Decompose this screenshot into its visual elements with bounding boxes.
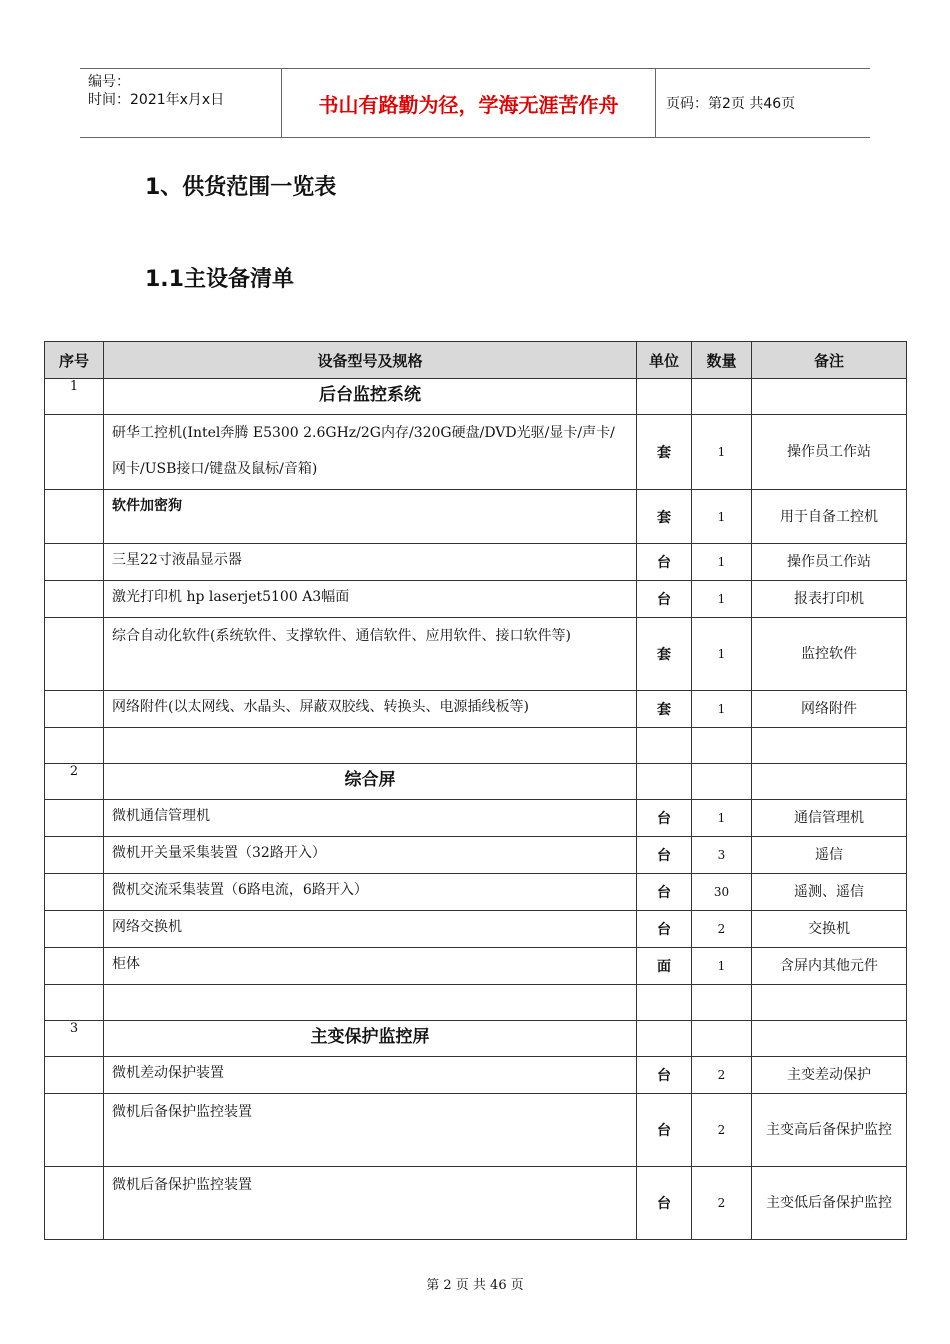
cell-note — [752, 764, 907, 800]
cell-spec: 微机通信管理机 — [104, 800, 637, 837]
cell-no: 1 — [45, 379, 104, 415]
cell-spec: 网络交换机 — [104, 911, 637, 948]
cell-unit: 台 — [637, 800, 692, 837]
cell-unit — [637, 1021, 692, 1057]
cell-unit: 台 — [637, 911, 692, 948]
table-row — [45, 1167, 907, 1240]
cell-note — [752, 379, 907, 415]
col-header-note: 备注 — [752, 342, 907, 379]
cell-unit: 套 — [637, 490, 692, 544]
table-row — [45, 728, 907, 764]
col-header-spec: 设备型号及规格 — [104, 342, 637, 379]
section-row — [45, 379, 907, 415]
cell-unit: 台 — [637, 874, 692, 911]
cell-unit: 面 — [637, 948, 692, 985]
table-row — [45, 1057, 907, 1094]
cell-no — [45, 728, 104, 764]
cell-qty: 2 — [692, 1094, 752, 1167]
cell-note — [752, 728, 907, 764]
cell-note: 主变高后备保护监控 — [752, 1094, 907, 1167]
cell-note: 主变差动保护 — [752, 1057, 907, 1094]
cell-unit — [637, 379, 692, 415]
table-row — [45, 490, 907, 544]
cell-qty: 2 — [692, 911, 752, 948]
cell-unit: 台 — [637, 837, 692, 874]
table-row — [45, 800, 907, 837]
cell-spec: 网络附件(以太网线、水晶头、屏蔽双胶线、转换头、电源插线板等) — [104, 691, 637, 728]
cell-note: 用于自备工控机 — [752, 490, 907, 544]
cell-note: 操作员工作站 — [752, 544, 907, 581]
col-header-no: 序号 — [45, 342, 104, 379]
cell-spec: 微机后备保护监控装置 — [104, 1094, 637, 1167]
page-footer: 第 2 页 共 46 页 — [426, 1278, 524, 1293]
cell-note: 监控软件 — [752, 618, 907, 691]
cell-no — [45, 948, 104, 985]
cell-no — [45, 691, 104, 728]
cell-note — [752, 1021, 907, 1057]
cell-spec: 微机后备保护监控装置 — [104, 1167, 637, 1240]
cell-qty — [692, 1021, 752, 1057]
cell-qty: 30 — [692, 874, 752, 911]
cell-qty: 2 — [692, 1167, 752, 1240]
subsection-heading: 1.1主设备清单 — [145, 267, 294, 292]
cell-no: 2 — [45, 764, 104, 800]
cell-no — [45, 618, 104, 691]
col-header-qty: 数量 — [692, 342, 752, 379]
cell-note: 交换机 — [752, 911, 907, 948]
cell-qty: 1 — [692, 948, 752, 985]
cell-note: 报表打印机 — [752, 581, 907, 618]
section-row — [45, 764, 907, 800]
header-meta — [80, 69, 282, 137]
cell-no — [45, 544, 104, 581]
section-row — [45, 1021, 907, 1057]
table-header-row — [45, 342, 907, 379]
cell-note: 网络附件 — [752, 691, 907, 728]
header-motto: 书山有路勤为径，学海无涯苦作舟 — [282, 69, 656, 137]
cell-no — [45, 837, 104, 874]
cell-note: 遥测、遥信 — [752, 874, 907, 911]
equipment-table — [44, 341, 907, 1240]
cell-qty — [692, 985, 752, 1021]
cell-qty — [692, 728, 752, 764]
table-row — [45, 415, 907, 490]
table-row — [45, 544, 907, 581]
page-header — [80, 68, 870, 138]
cell-unit: 台 — [637, 544, 692, 581]
cell-spec: 柜体 — [104, 948, 637, 985]
cell-no — [45, 490, 104, 544]
table-row — [45, 948, 907, 985]
cell-no — [45, 800, 104, 837]
table-row — [45, 985, 907, 1021]
cell-note: 含屏内其他元件 — [752, 948, 907, 985]
cell-qty: 3 — [692, 837, 752, 874]
cell-no: 3 — [45, 1021, 104, 1057]
cell-spec: 研华工控机(Intel奔腾 E5300 2.6GHz/2G内存/320G硬盘/DVD光驱/显卡/声卡/网卡/USB接口/键盘及鼠标/音箱) — [104, 415, 637, 490]
cell-qty: 2 — [692, 1057, 752, 1094]
cell-no — [45, 415, 104, 490]
cell-qty: 1 — [692, 544, 752, 581]
cell-unit: 套 — [637, 691, 692, 728]
cell-spec — [104, 985, 637, 1021]
cell-unit — [637, 728, 692, 764]
cell-unit: 台 — [637, 581, 692, 618]
code-label: 编号： — [88, 74, 130, 90]
cell-unit: 台 — [637, 1167, 692, 1240]
cell-note: 主变低后备保护监控 — [752, 1167, 907, 1240]
table-row — [45, 874, 907, 911]
section-heading: 1、供货范围一览表 — [145, 175, 337, 200]
cell-unit: 套 — [637, 618, 692, 691]
cell-qty: 1 — [692, 800, 752, 837]
cell-spec: 微机差动保护装置 — [104, 1057, 637, 1094]
cell-qty: 1 — [692, 415, 752, 490]
table-row — [45, 691, 907, 728]
cell-note: 遥信 — [752, 837, 907, 874]
cell-unit: 台 — [637, 1057, 692, 1094]
cell-no — [45, 1057, 104, 1094]
cell-unit: 台 — [637, 1094, 692, 1167]
header-page-info: 页码：第2页 共46页 — [666, 96, 796, 112]
table-row — [45, 837, 907, 874]
cell-qty: 1 — [692, 618, 752, 691]
cell-no — [45, 1094, 104, 1167]
cell-qty: 1 — [692, 490, 752, 544]
cell-note — [752, 985, 907, 1021]
cell-qty — [692, 379, 752, 415]
cell-no — [45, 1167, 104, 1240]
cell-spec: 软件加密狗 — [104, 490, 637, 544]
time-label: 时间：2021年x月x日 — [88, 92, 225, 108]
table-body — [45, 379, 907, 1240]
table-row — [45, 1094, 907, 1167]
cell-qty: 1 — [692, 581, 752, 618]
cell-unit — [637, 764, 692, 800]
cell-unit: 套 — [637, 415, 692, 490]
cell-spec: 后台监控系统 — [104, 379, 637, 415]
cell-no — [45, 581, 104, 618]
cell-no — [45, 874, 104, 911]
table-row — [45, 618, 907, 691]
cell-spec: 激光打印机 hp laserjet5100 A3幅面 — [104, 581, 637, 618]
cell-spec: 三星22寸液晶显示器 — [104, 544, 637, 581]
cell-no — [45, 985, 104, 1021]
cell-note: 操作员工作站 — [752, 415, 907, 490]
cell-unit — [637, 985, 692, 1021]
cell-spec: 主变保护监控屏 — [104, 1021, 637, 1057]
cell-spec: 微机交流采集装置（6路电流，6路开入） — [104, 874, 637, 911]
col-header-unit: 单位 — [637, 342, 692, 379]
cell-spec: 综合自动化软件(系统软件、支撑软件、通信软件、应用软件、接口软件等) — [104, 618, 637, 691]
table-row — [45, 911, 907, 948]
cell-spec — [104, 728, 637, 764]
cell-note: 通信管理机 — [752, 800, 907, 837]
cell-qty — [692, 764, 752, 800]
cell-qty: 1 — [692, 691, 752, 728]
cell-spec: 综合屏 — [104, 764, 637, 800]
cell-spec: 微机开关量采集装置（32路开入） — [104, 837, 637, 874]
table-row — [45, 581, 907, 618]
cell-no — [45, 911, 104, 948]
